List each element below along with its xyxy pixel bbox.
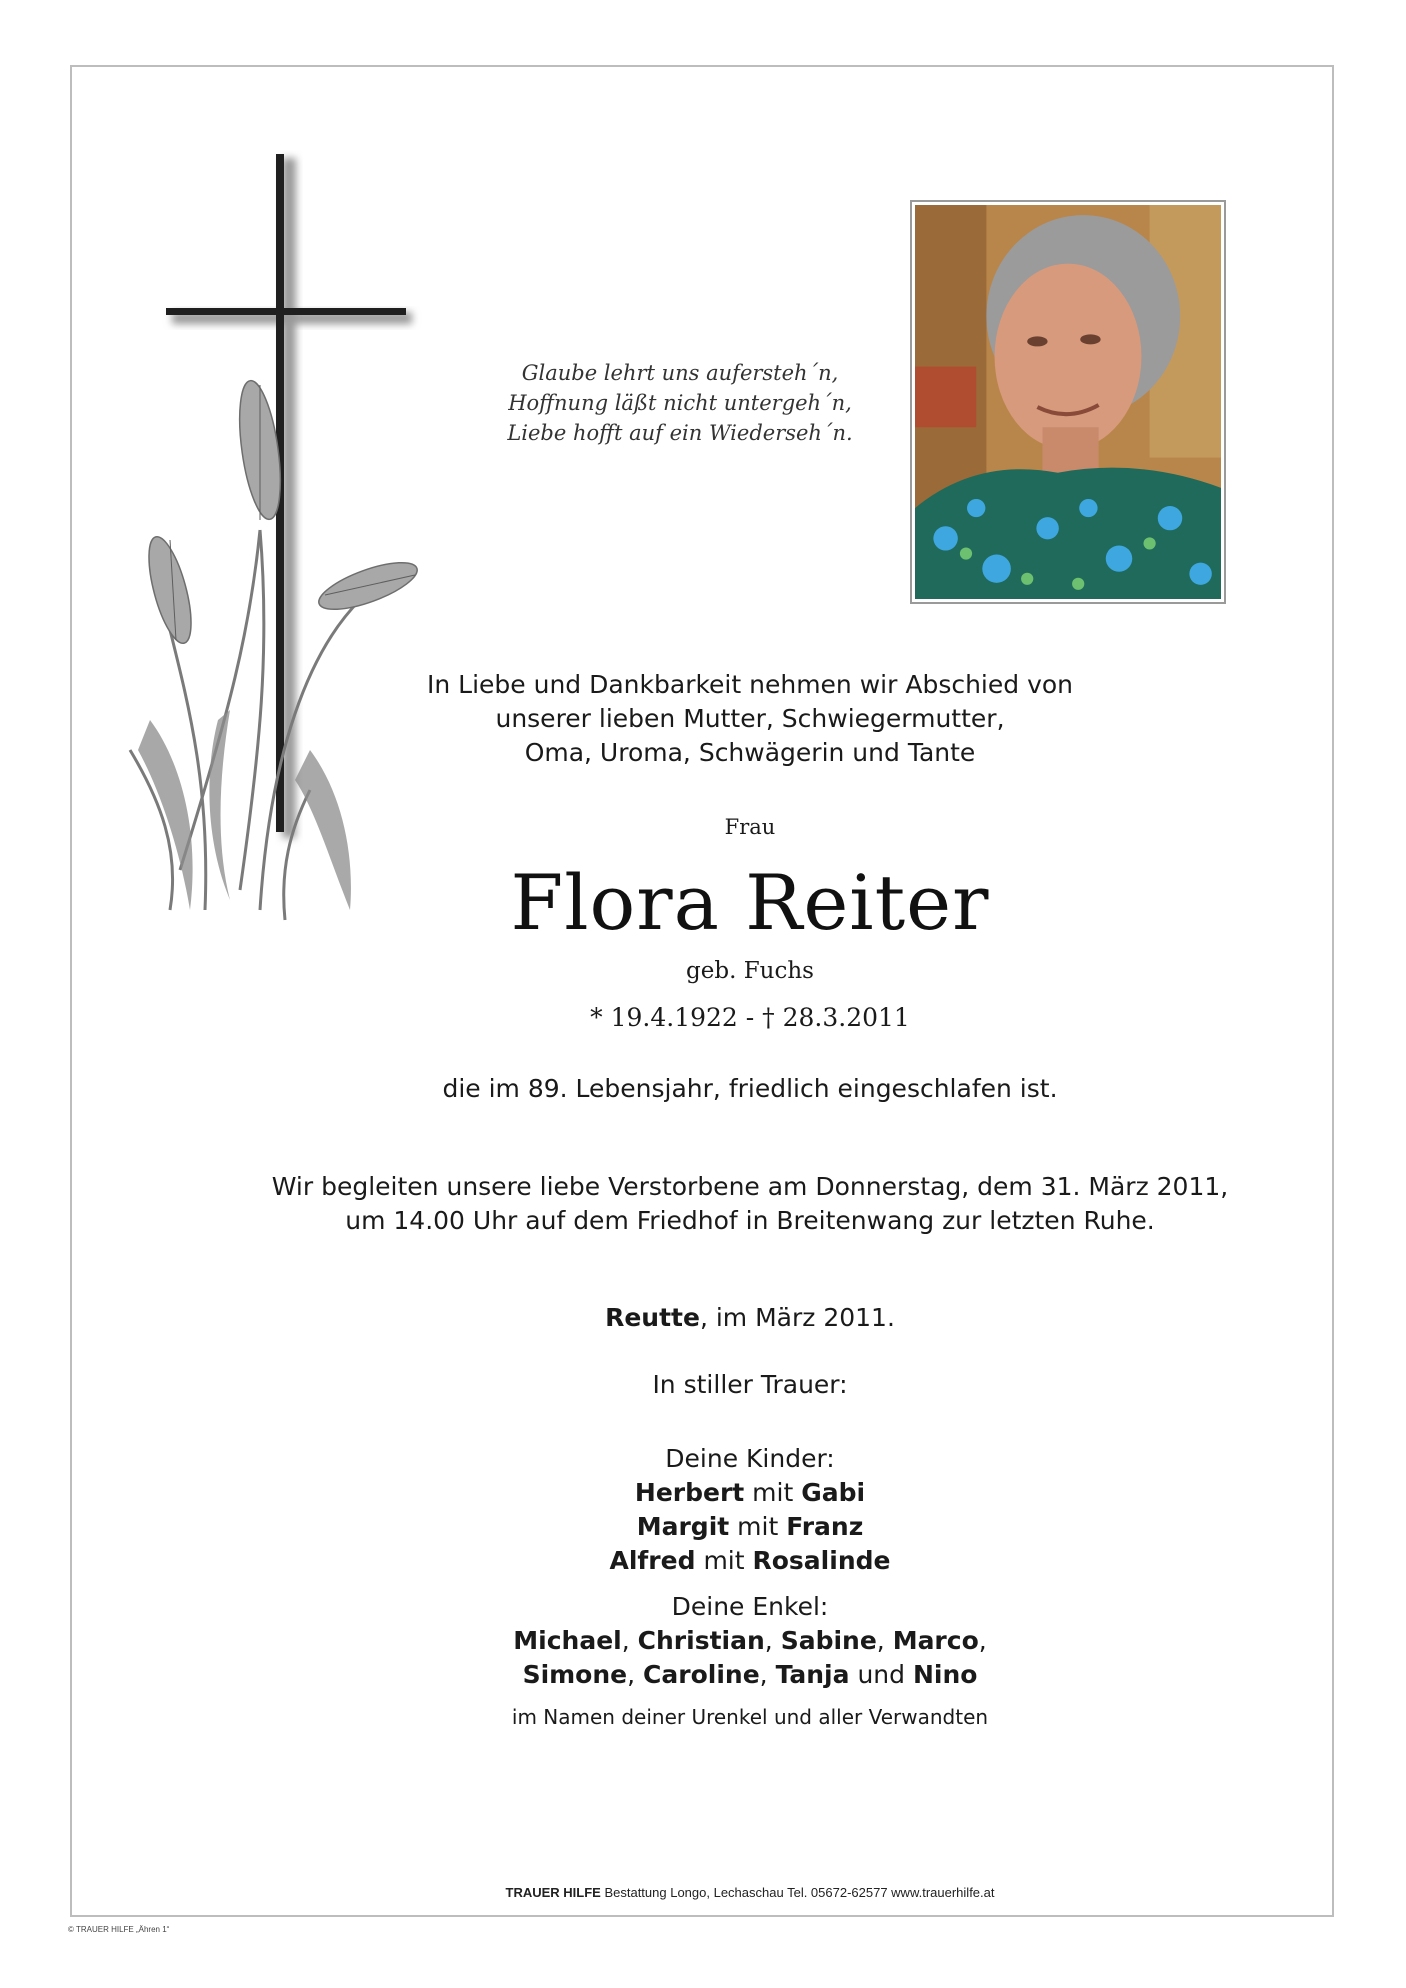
children-heading: Deine Kinder:: [665, 1444, 835, 1473]
intro-line: unserer lieben Mutter, Schwiegermutter,: [495, 704, 1005, 733]
birth-name: geb. Fuchs: [686, 958, 814, 984]
portrait-icon: [915, 205, 1221, 599]
place-date: [200, 1303, 1300, 1332]
grandchildren-heading: Deine Enkel:: [671, 1592, 829, 1621]
funeral-line: Wir begleiten unsere liebe Verstorbene am Donnerstag, dem 31. März 2011,: [271, 1172, 1229, 1201]
poem: [430, 358, 930, 448]
copyright: © TRAUER HILFE „Ähren 1“: [68, 1925, 170, 1934]
funeral-line: um 14.00 Uhr auf dem Friedhof in Breitenwang zur letzten Ruhe.: [345, 1206, 1155, 1235]
deceased-name: Flora Reiter: [510, 858, 990, 947]
grandchildren-list: [200, 1590, 1300, 1692]
children-list: [200, 1442, 1300, 1578]
intro-line: Oma, Uroma, Schwägerin und Tante: [524, 738, 976, 767]
intro-text: [200, 668, 1300, 770]
list-item: Margit mit Franz: [636, 1512, 864, 1541]
deceased-title: Frau: [724, 815, 776, 839]
footer: [200, 1885, 1300, 1900]
footer-brand: TRAUER HILFE: [505, 1885, 601, 1900]
passed-text: die im 89. Lebensjahr, friedlich eingeschlafen ist.: [442, 1074, 1058, 1103]
intro-line: In Liebe und Dankbarkeit nehmen wir Abschied von: [426, 670, 1074, 699]
list-item: Michael, Christian, Sabine, Marco,: [513, 1626, 987, 1655]
poem-line: Glaube lehrt uns aufersteh´n,: [521, 361, 839, 385]
place-town: Reutte: [605, 1303, 700, 1332]
place-rest: , im März 2011.: [699, 1303, 895, 1332]
list-item: Herbert mit Gabi: [634, 1478, 866, 1507]
life-dates: * 19.4.1922 - † 28.3.2011: [590, 1003, 910, 1032]
relatives-text: im Namen deiner Urenkel und aller Verwandten: [511, 1705, 989, 1729]
cross-wheat-icon: [110, 150, 430, 930]
list-item: Simone, Caroline, Tanja und Nino: [522, 1660, 978, 1689]
poem-line: Hoffnung läßt nicht untergeh´n,: [508, 391, 852, 415]
mourning-text: In stiller Trauer:: [652, 1370, 848, 1399]
portrait-photo: [910, 200, 1226, 604]
list-item: Alfred mit Rosalinde: [609, 1546, 891, 1575]
funeral-text: [200, 1170, 1300, 1238]
poem-line: Liebe hofft auf ein Wiederseh´n.: [507, 421, 853, 445]
footer-text: Bestattung Longo, Lechaschau Tel. 05672-62577 www.trauerhilfe.at: [600, 1885, 995, 1900]
